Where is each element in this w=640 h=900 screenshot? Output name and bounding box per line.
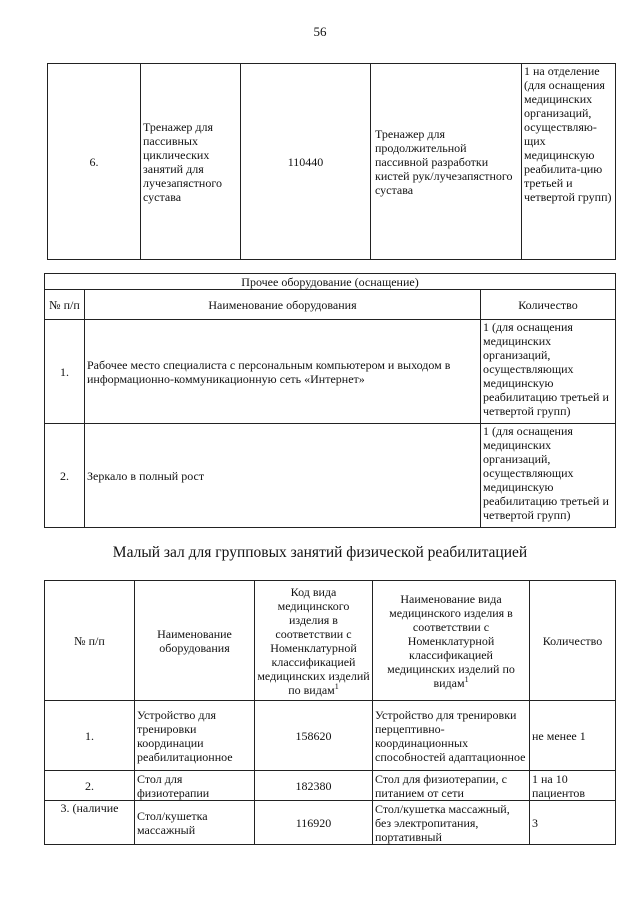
page-number: 56 <box>313 24 327 39</box>
equipment-name: Тренажер для пассивных циклических занятий для лучезапястного сустава <box>141 64 241 260</box>
small-hall-equipment-table <box>44 580 616 845</box>
equipment-name: Устройство для тренировки координации реабилитационное <box>135 701 255 771</box>
equipment-name: Рабочее место специалиста с персональным компьютером и выходом в информационно-коммуникационную сеть «Интернет» <box>85 320 481 424</box>
row-number: 3. (наличие <box>45 801 135 845</box>
device-code: 182380 <box>255 771 373 801</box>
device-type-name: Тренажер для продолжительной пассивной разработки кистей рук/лучезапястного сустава <box>371 64 522 260</box>
device-code: 116920 <box>255 801 373 845</box>
quantity: 1 на отделение (для оснащения медицинских организаций, осуществляю-щих медицинскую реабилита-цию третьей и четвертой групп) <box>522 64 616 260</box>
other-equipment-table <box>44 273 616 528</box>
header-num: № п/п <box>45 290 85 320</box>
footnote-marker: 1 <box>464 674 469 684</box>
quantity: не менее 1 <box>530 701 616 771</box>
device-code: 158620 <box>255 701 373 771</box>
section-title: Малый зал для групповых занятий физической реабилитацией <box>112 544 528 561</box>
header-code <box>255 581 373 701</box>
row-number: 2. <box>45 424 85 528</box>
header-code-text: Код вида медицинского изделия в соответствии с Номенклатурной классификацией медицинских изделий по видам <box>257 584 370 697</box>
equipment-name: Стол для физиотерапии <box>135 771 255 801</box>
table-row <box>45 424 616 528</box>
table-title: Прочее оборудование (оснащение) <box>45 274 616 290</box>
device-type-name: Устройство для тренировки перцептивно-координационных способностей адаптационное <box>373 701 530 771</box>
table-row <box>45 320 616 424</box>
footnote-marker: 1 <box>334 681 339 691</box>
table-row <box>45 801 616 845</box>
row-number: 6. <box>48 64 141 260</box>
row-number: 1. <box>45 701 135 771</box>
row-number: 1. <box>45 320 85 424</box>
device-type-name: Стол/кушетка массажный, без электропитания, портативный <box>373 801 530 845</box>
device-type-name: Стол для физиотерапии, с питанием от сети <box>373 771 530 801</box>
equipment-table-continuation <box>47 63 616 260</box>
quantity: 1 (для оснащения медицинских организаций, осуществляющих медицинскую реабилитацию третьей и четвертой групп) <box>481 424 616 528</box>
table-row <box>45 701 616 771</box>
header-type-name-text: Наименование вида медицинского изделия в соответствии с Номенклатурной классификацией медицинских изделий по видам <box>387 591 515 690</box>
table-row <box>45 771 616 801</box>
quantity: 1 на 10 пациентов <box>530 771 616 801</box>
table-row <box>48 64 616 260</box>
equipment-name: Стол/кушетка массажный <box>135 801 255 845</box>
header-num: № п/п <box>45 581 135 701</box>
equipment-name: Зеркало в полный рост <box>85 424 481 528</box>
header-name: Наименование оборудования <box>85 290 481 320</box>
device-code: 110440 <box>241 64 371 260</box>
header-type-name <box>373 581 530 701</box>
header-name: Наименование оборудования <box>135 581 255 701</box>
quantity: 3 <box>530 801 616 845</box>
header-quantity: Количество <box>530 581 616 701</box>
quantity: 1 (для оснащения медицинских организаций, осуществляющих медицинскую реабилитацию третьей и четвертой групп) <box>481 320 616 424</box>
header-quantity: Количество <box>481 290 616 320</box>
row-number: 2. <box>45 771 135 801</box>
